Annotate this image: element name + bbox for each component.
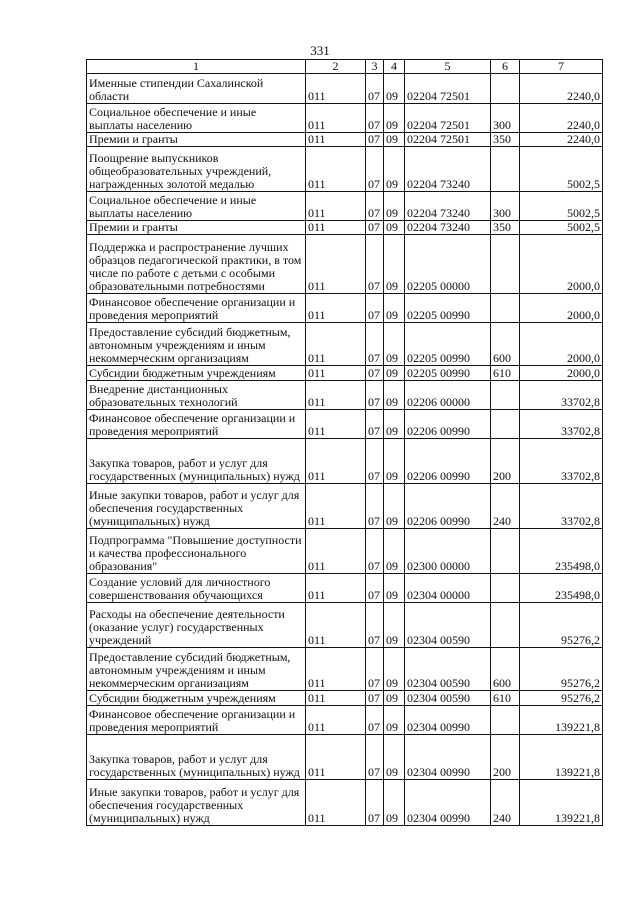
- expense-type-code: 350: [491, 221, 520, 235]
- subsection-code: 09: [384, 104, 405, 133]
- expense-type-code: [491, 529, 520, 574]
- table-row: [87, 294, 603, 323]
- ministry-code: 011: [306, 221, 366, 235]
- table-row: [87, 104, 603, 133]
- table-row: [87, 366, 603, 381]
- target-article-code: 02304 00590: [405, 691, 491, 706]
- section-code: 07: [366, 294, 384, 323]
- ministry-code: 011: [306, 323, 366, 366]
- row-name: Финансовое обеспечение организации и проведения мероприятий: [87, 706, 306, 735]
- subsection-code: 09: [384, 574, 405, 603]
- row-name: Иные закупки товаров, работ и услуг для обеспечения государственных (муниципальных) нужд: [87, 484, 306, 529]
- target-article-code: 02304 00590: [405, 648, 491, 691]
- subsection-code: 09: [384, 235, 405, 294]
- ministry-code: 011: [306, 294, 366, 323]
- ministry-code: 011: [306, 706, 366, 735]
- subsection-code: 09: [384, 323, 405, 366]
- amount-value: 2000,0: [520, 323, 603, 366]
- target-article-code: 02204 72501: [405, 133, 491, 147]
- target-article-code: 02304 00990: [405, 735, 491, 780]
- amount-value: 2240,0: [520, 74, 603, 104]
- table-row: [87, 706, 603, 735]
- row-name: Субсидии бюджетным учреждениям: [87, 366, 306, 381]
- ministry-code: 011: [306, 366, 366, 381]
- amount-value: 139221,8: [520, 735, 603, 780]
- subsection-code: 09: [384, 691, 405, 706]
- table-row: [87, 691, 603, 706]
- row-name: Премии и гранты: [87, 133, 306, 147]
- section-code: 07: [366, 603, 384, 648]
- table-row: [87, 235, 603, 294]
- budget-table: [86, 59, 603, 826]
- expense-type-code: [491, 574, 520, 603]
- subsection-code: 09: [384, 484, 405, 529]
- page-number: 331: [310, 43, 330, 58]
- expense-type-code: [491, 706, 520, 735]
- subsection-code: 09: [384, 780, 405, 826]
- row-name: Поддержка и распространение лучших образцов педагогической практики, в том числе по работе с детьми с особыми образовательными потребностями: [87, 235, 306, 294]
- row-name: Закупка товаров, работ и услуг для государственных (муниципальных) нужд: [87, 439, 306, 484]
- expense-type-code: 610: [491, 366, 520, 381]
- subsection-code: 09: [384, 294, 405, 323]
- table-row: [87, 439, 603, 484]
- section-code: 07: [366, 706, 384, 735]
- table-row: [87, 221, 603, 235]
- row-name: Расходы на обеспечение деятельности (оказание услуг) государственных учреждений: [87, 603, 306, 648]
- subsection-code: 09: [384, 529, 405, 574]
- subsection-code: 09: [384, 410, 405, 439]
- amount-value: 235498,0: [520, 529, 603, 574]
- expense-type-code: 600: [491, 323, 520, 366]
- expense-type-code: [491, 147, 520, 192]
- amount-value: 33702,8: [520, 410, 603, 439]
- row-name: Закупка товаров, работ и услуг для государственных (муниципальных) нужд: [87, 735, 306, 780]
- section-code: 07: [366, 574, 384, 603]
- amount-value: 33702,8: [520, 381, 603, 410]
- section-code: 07: [366, 323, 384, 366]
- expense-type-code: [491, 74, 520, 104]
- ministry-code: 011: [306, 439, 366, 484]
- expense-type-code: [491, 235, 520, 294]
- section-code: 07: [366, 74, 384, 104]
- target-article-code: 02206 00990: [405, 484, 491, 529]
- row-name: Финансовое обеспечение организации и проведения мероприятий: [87, 294, 306, 323]
- target-article-code: 02300 00000: [405, 529, 491, 574]
- row-name: Поощрение выпускников общеобразовательных учреждений, награжденных золотой медалью: [87, 147, 306, 192]
- row-name: Подпрограмма "Повышение доступности и качества профессионального образования": [87, 529, 306, 574]
- ministry-code: 011: [306, 381, 366, 410]
- target-article-code: 02304 00000: [405, 574, 491, 603]
- table-row: [87, 192, 603, 221]
- expense-type-code: 350: [491, 133, 520, 147]
- section-code: 07: [366, 133, 384, 147]
- row-name: Предоставление субсидий бюджетным, автономным учреждениям и иным некоммерческим организациям: [87, 648, 306, 691]
- section-code: 07: [366, 439, 384, 484]
- column-header: 3: [366, 60, 384, 74]
- expense-type-code: [491, 603, 520, 648]
- section-code: 07: [366, 648, 384, 691]
- row-name: Именные стипендии Сахалинской области: [87, 74, 306, 104]
- table-row: [87, 410, 603, 439]
- column-header: 2: [306, 60, 366, 74]
- table-row: [87, 133, 603, 147]
- expense-type-code: 600: [491, 648, 520, 691]
- row-name: Премии и гранты: [87, 221, 306, 235]
- section-code: 07: [366, 780, 384, 826]
- subsection-code: 09: [384, 133, 405, 147]
- ministry-code: 011: [306, 484, 366, 529]
- column-header: 6: [491, 60, 520, 74]
- ministry-code: 011: [306, 574, 366, 603]
- table-row: [87, 529, 603, 574]
- amount-value: 2000,0: [520, 366, 603, 381]
- row-name: Социальное обеспечение и иные выплаты населению: [87, 192, 306, 221]
- amount-value: 2240,0: [520, 133, 603, 147]
- table-row: [87, 648, 603, 691]
- amount-value: 235498,0: [520, 574, 603, 603]
- expense-type-code: 240: [491, 484, 520, 529]
- subsection-code: 09: [384, 74, 405, 104]
- expense-type-code: 300: [491, 104, 520, 133]
- subsection-code: 09: [384, 381, 405, 410]
- table-row: [87, 74, 603, 104]
- amount-value: 33702,8: [520, 484, 603, 529]
- subsection-code: 09: [384, 439, 405, 484]
- amount-value: 5002,5: [520, 221, 603, 235]
- target-article-code: 02204 73240: [405, 147, 491, 192]
- section-code: 07: [366, 484, 384, 529]
- row-name: Социальное обеспечение и иные выплаты населению: [87, 104, 306, 133]
- target-article-code: 02204 72501: [405, 104, 491, 133]
- ministry-code: 011: [306, 735, 366, 780]
- ministry-code: 011: [306, 147, 366, 192]
- ministry-code: 011: [306, 133, 366, 147]
- amount-value: 2000,0: [520, 294, 603, 323]
- subsection-code: 09: [384, 706, 405, 735]
- target-article-code: 02206 00990: [405, 439, 491, 484]
- amount-value: 5002,5: [520, 192, 603, 221]
- table-body: [87, 74, 603, 826]
- ministry-code: 011: [306, 235, 366, 294]
- target-article-code: 02205 00990: [405, 323, 491, 366]
- column-header: 7: [520, 60, 603, 74]
- amount-value: 33702,8: [520, 439, 603, 484]
- section-code: 07: [366, 235, 384, 294]
- row-name: Финансовое обеспечение организации и проведения мероприятий: [87, 410, 306, 439]
- table-row: [87, 484, 603, 529]
- section-code: 07: [366, 192, 384, 221]
- target-article-code: 02205 00000: [405, 235, 491, 294]
- header-row: [87, 60, 603, 74]
- target-article-code: 02304 00990: [405, 780, 491, 826]
- subsection-code: 09: [384, 648, 405, 691]
- target-article-code: 02205 00990: [405, 294, 491, 323]
- subsection-code: 09: [384, 603, 405, 648]
- amount-value: 95276,2: [520, 603, 603, 648]
- subsection-code: 09: [384, 221, 405, 235]
- section-code: 07: [366, 381, 384, 410]
- row-name: Создание условий для личностного совершенствования обучающихся: [87, 574, 306, 603]
- row-name: Внедрение дистанционных образовательных технологий: [87, 381, 306, 410]
- amount-value: 2240,0: [520, 104, 603, 133]
- table-row: [87, 323, 603, 366]
- table-row: [87, 147, 603, 192]
- expense-type-code: 300: [491, 192, 520, 221]
- section-code: 07: [366, 529, 384, 574]
- column-header: 5: [405, 60, 491, 74]
- subsection-code: 09: [384, 735, 405, 780]
- expense-type-code: [491, 294, 520, 323]
- ministry-code: 011: [306, 529, 366, 574]
- section-code: 07: [366, 410, 384, 439]
- subsection-code: 09: [384, 192, 405, 221]
- target-article-code: 02304 00590: [405, 603, 491, 648]
- ministry-code: 011: [306, 410, 366, 439]
- ministry-code: 011: [306, 74, 366, 104]
- target-article-code: 02206 00000: [405, 381, 491, 410]
- target-article-code: 02204 72501: [405, 74, 491, 104]
- ministry-code: 011: [306, 104, 366, 133]
- amount-value: 139221,8: [520, 780, 603, 826]
- target-article-code: 02304 00990: [405, 706, 491, 735]
- expense-type-code: 610: [491, 691, 520, 706]
- subsection-code: 09: [384, 366, 405, 381]
- ministry-code: 011: [306, 780, 366, 826]
- amount-value: 95276,2: [520, 691, 603, 706]
- ministry-code: 011: [306, 648, 366, 691]
- table-row: [87, 780, 603, 826]
- table-row: [87, 574, 603, 603]
- expense-type-code: 240: [491, 780, 520, 826]
- expense-type-code: [491, 381, 520, 410]
- target-article-code: 02204 73240: [405, 192, 491, 221]
- amount-value: 95276,2: [520, 648, 603, 691]
- section-code: 07: [366, 366, 384, 381]
- target-article-code: 02205 00990: [405, 366, 491, 381]
- target-article-code: 02204 73240: [405, 221, 491, 235]
- expense-type-code: 200: [491, 735, 520, 780]
- expense-type-code: [491, 410, 520, 439]
- expense-type-code: 200: [491, 439, 520, 484]
- row-name: Предоставление субсидий бюджетным, автономным учреждениям и иным некоммерческим организациям: [87, 323, 306, 366]
- subsection-code: 09: [384, 147, 405, 192]
- table-row: [87, 381, 603, 410]
- section-code: 07: [366, 735, 384, 780]
- ministry-code: 011: [306, 192, 366, 221]
- row-name: Субсидии бюджетным учреждениям: [87, 691, 306, 706]
- table-row: [87, 603, 603, 648]
- section-code: 07: [366, 691, 384, 706]
- section-code: 07: [366, 221, 384, 235]
- section-code: 07: [366, 104, 384, 133]
- table-row: [87, 735, 603, 780]
- ministry-code: 011: [306, 691, 366, 706]
- target-article-code: 02206 00990: [405, 410, 491, 439]
- row-name: Иные закупки товаров, работ и услуг для обеспечения государственных (муниципальных) нужд: [87, 780, 306, 826]
- column-header: 1: [87, 60, 306, 74]
- amount-value: 139221,8: [520, 706, 603, 735]
- column-header: 4: [384, 60, 405, 74]
- amount-value: 5002,5: [520, 147, 603, 192]
- section-code: 07: [366, 147, 384, 192]
- ministry-code: 011: [306, 603, 366, 648]
- amount-value: 2000,0: [520, 235, 603, 294]
